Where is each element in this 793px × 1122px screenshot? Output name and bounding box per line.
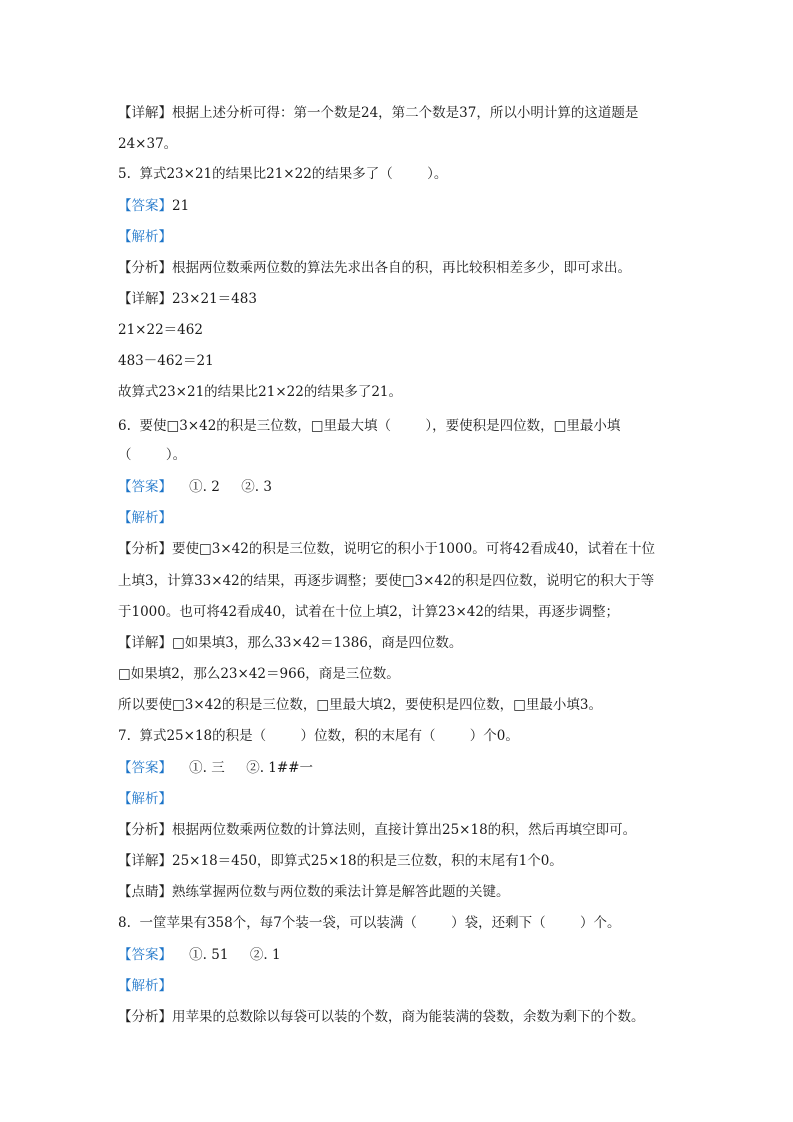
text-line: 21×22＝462 bbox=[118, 322, 203, 338]
text-line: 483－462＝21 bbox=[118, 353, 214, 369]
text-line: 【分析】根据两位数乘两位数的算法先求出各自的积，再比较积相差多少，即可求出。 bbox=[118, 260, 631, 276]
answer-line: 【答案】 ①. 三 ②. 1##一 bbox=[118, 760, 313, 776]
question-6: 6. 要使□3×42的积是三位数，□里最大填（ ），要使积是四位数，□里最小填 bbox=[118, 418, 621, 434]
answer-line: 【答案】 ①. 2 ②. 3 bbox=[118, 479, 272, 495]
text-line: 【详解】23×21＝483 bbox=[118, 291, 257, 307]
answer-line: 【答案】21 bbox=[118, 198, 190, 214]
text-line: 上填3，计算33×42的结果，再逐步调整；要使□3×42的积是四位数，说明它的积大于等 bbox=[118, 573, 655, 589]
question-5: 5. 算式23×21的结果比21×22的结果多了（ ）。 bbox=[118, 166, 448, 182]
text-line: 【分析】根据两位数乘两位数的计算法则，直接计算出25×18的积，然后再填空即可。 bbox=[118, 822, 637, 838]
text-line: 【详解】根据上述分析可得：第一个数是24，第二个数是37，所以小明计算的这道题是 bbox=[118, 105, 639, 121]
text-line: 所以要使□3×42的积是三位数，□里最大填2，要使积是四位数，□里最小填3。 bbox=[118, 697, 603, 713]
text-line: 【分析】要使□3×42的积是三位数，说明它的积小于1000。可将42看成40，试着在十位 bbox=[118, 541, 656, 557]
question-8: 8. 一筐苹果有358个，每7个装一袋，可以装满（ ）袋，还剩下（ ）个。 bbox=[118, 915, 621, 931]
analysis-heading: 【解析】 bbox=[118, 510, 172, 526]
text-line: 于1000。也可将42看成40，试着在十位上填2，计算23×42的结果，再逐步调整； bbox=[118, 604, 619, 620]
analysis-heading: 【解析】 bbox=[118, 229, 172, 245]
text-line: （ ）。 bbox=[118, 447, 187, 463]
text-line: 【分析】用苹果的总数除以每袋可以装的个数，商为能装满的袋数，余数为剩下的个数。 bbox=[118, 1009, 645, 1025]
analysis-heading: 【解析】 bbox=[118, 978, 172, 994]
text-line: □如果填2，那么23×42＝966，商是三位数。 bbox=[118, 666, 400, 682]
question-7: 7. 算式25×18的积是（ ）位数，积的末尾有（ ）个0。 bbox=[118, 728, 519, 744]
analysis-heading: 【解析】 bbox=[118, 791, 172, 807]
answer-line: 【答案】 ①. 51 ②. 1 bbox=[118, 947, 281, 963]
text-line: 【详解】□如果填3，那么33×42＝1386，商是四位数。 bbox=[118, 635, 463, 651]
text-line: 【点睛】熟练掌握两位数与两位数的乘法计算是解答此题的关键。 bbox=[118, 884, 510, 900]
text-line: 故算式23×21的结果比21×22的结果多了21。 bbox=[118, 384, 403, 400]
text-line: 24×37。 bbox=[118, 136, 178, 152]
text-line: 【详解】25×18＝450，即算式25×18的积是三位数，积的末尾有1个0。 bbox=[118, 853, 563, 869]
